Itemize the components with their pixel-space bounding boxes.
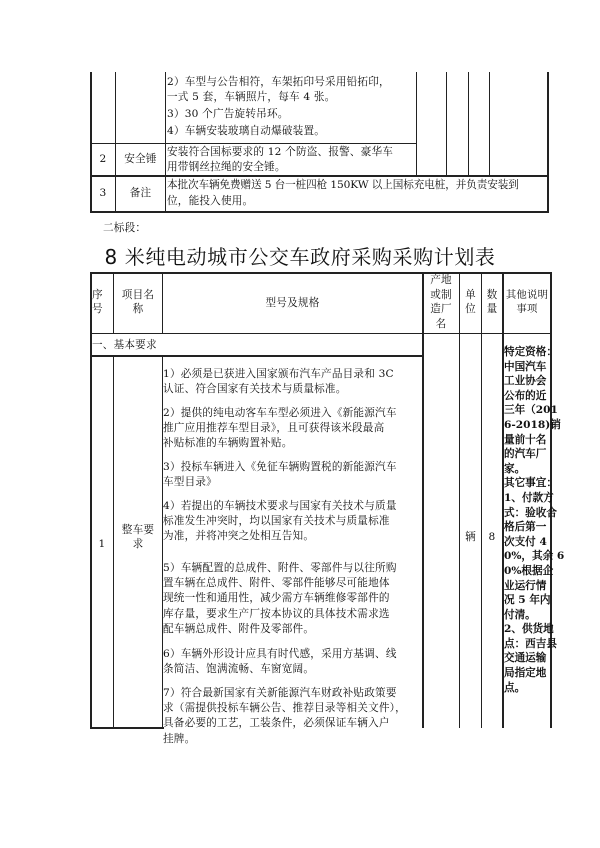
row-item-name-line: 求 bbox=[132, 538, 144, 551]
other-notes-line: 特定资格： bbox=[504, 346, 557, 358]
upper-table-col-divider bbox=[489, 72, 490, 176]
other-notes-line: 点：西吉县 bbox=[504, 637, 557, 650]
other-notes-line: 中国汽车 bbox=[504, 360, 547, 373]
spec-line: 3）30 个广告旋转吊环。 bbox=[167, 108, 289, 120]
header-no-line: 序 bbox=[92, 289, 103, 301]
row-item-name-line: 整车要 bbox=[121, 524, 155, 536]
spec-line: 补贴标准的车辆购置补贴。 bbox=[163, 437, 293, 450]
header-unit-line: 单 bbox=[465, 289, 476, 301]
spec-line: 2）提供的纯电动客车车型必须进入《新能源汽车 bbox=[163, 407, 397, 419]
row-number: 1 bbox=[98, 538, 106, 550]
other-notes-line: 其它事宜： bbox=[504, 477, 557, 490]
row-item-name: 安全锤 bbox=[124, 153, 157, 165]
spec-line: 推广应用推荐车型目录》，且可获得该米段最高 bbox=[163, 422, 385, 435]
header-other bbox=[503, 288, 551, 317]
upper-table-col-divider bbox=[416, 72, 417, 176]
section-label: 二标段： bbox=[103, 222, 147, 234]
header-unit bbox=[460, 288, 481, 317]
header-item-name bbox=[114, 288, 162, 317]
spec-line: 认证、符合国家有关技术与质量标准。 bbox=[163, 383, 347, 396]
spec-line: 5）车辆配置的总成件、附件、零部件与以往所购 bbox=[163, 562, 397, 574]
spec-line: 库存量，要求生产厂按本协议的具体技术需求选 bbox=[163, 607, 390, 620]
other-notes-line: 2、供货地 bbox=[504, 623, 554, 636]
spec-line: 标准发生冲突时，均以国家有关技术与质量标准 bbox=[163, 515, 390, 528]
header-other-line: 其他说明 bbox=[505, 289, 549, 301]
spec-line: 求（需提供投标车辆公告、推荐目录等相关文件）， bbox=[163, 702, 406, 715]
spec-line: 配车辆总成件、附件及零部件。 bbox=[163, 622, 315, 635]
header-origin-line: 名 bbox=[435, 317, 447, 330]
group-row-label: 一、基本要求 bbox=[92, 339, 157, 351]
other-notes-line: 次支付 4 bbox=[504, 535, 547, 548]
spec-line: 4）车辆安装玻璃自动爆破装置。 bbox=[167, 125, 326, 137]
row-number: 2 bbox=[99, 153, 107, 165]
other-notes-line: 1、付款方 bbox=[504, 491, 554, 504]
spec-line: 1）必须是已获进入国家颁布汽车产品目录和 3C bbox=[163, 368, 394, 380]
upper-table-row-divider bbox=[90, 175, 549, 177]
spec-line: 3）投标车辆进入《免征车辆购置税的新能源汽车 bbox=[163, 461, 397, 473]
row-qty: 8 bbox=[488, 531, 496, 543]
other-notes-line: 的汽车厂 bbox=[504, 448, 547, 461]
other-notes-line: 三年（201 bbox=[504, 404, 558, 417]
spec-line: 条简洁、饱满流畅、车窗宽阔。 bbox=[163, 663, 315, 676]
page-title: 8 米纯电动城市公交车政府采购采购计划表 bbox=[104, 245, 496, 269]
other-notes-line: 0%，其余 6 bbox=[504, 550, 565, 563]
header-item-name-line: 项目名 bbox=[121, 289, 155, 301]
table-border-top bbox=[90, 272, 552, 274]
spec-line: 挂牌。 bbox=[163, 732, 196, 745]
other-notes-line: 公布的近 bbox=[504, 389, 547, 402]
upper-table-col-divider bbox=[446, 72, 447, 176]
other-notes-line: 业运行情 bbox=[504, 579, 547, 592]
group-row-divider bbox=[90, 355, 423, 357]
spec-line: 置车辆在总成件、附件、零部件能够尽可能地体 bbox=[163, 577, 390, 590]
other-notes-line: 0%根据企 bbox=[504, 564, 554, 577]
spec-line: 车型目录》 bbox=[163, 476, 217, 489]
header-other-line: 事项 bbox=[516, 303, 538, 316]
header-qty-line: 数 bbox=[486, 289, 498, 301]
spec-line: 6）车辆外形设计应具有时代感，采用方基调、线 bbox=[163, 648, 397, 660]
other-notes-line: 式：验收合 bbox=[504, 506, 557, 519]
row-number: 3 bbox=[99, 187, 107, 199]
spec-line: 本批次车辆免费赠送 5 台一桩四枪 150KW 以上国标充电桩，并负责安装到 bbox=[167, 179, 519, 191]
col-divider bbox=[459, 272, 460, 728]
header-qty-line: 量 bbox=[486, 303, 498, 316]
spec-line: 安装符合国标要求的 12 个防盗、报警、豪华车 bbox=[167, 146, 394, 158]
spec-line: 位，能投入使用。 bbox=[167, 195, 254, 207]
header-origin-line: 或制 bbox=[430, 288, 452, 301]
header-origin-line: 造厂 bbox=[430, 303, 452, 315]
header-spec: 型号及规格 bbox=[265, 297, 320, 309]
other-notes-line: 况 5 年内 bbox=[504, 594, 551, 607]
table-border-bottom bbox=[90, 727, 164, 729]
spec-line: 用带钢丝拉绳的安全锤。 bbox=[167, 161, 286, 173]
spec-line: 为准，并将冲突之处相互告知。 bbox=[163, 530, 315, 543]
other-notes-line: 局指定地 bbox=[504, 667, 547, 680]
header-origin-line: 产地 bbox=[430, 274, 452, 286]
header-unit-line: 位 bbox=[465, 303, 476, 316]
other-notes-line: 量前十名 bbox=[504, 433, 547, 446]
header-origin bbox=[423, 273, 459, 331]
other-notes-line: 6-2018)销 bbox=[504, 418, 561, 431]
header-no-line: 号 bbox=[92, 303, 103, 316]
spec-line: 4）若提出的车辆技术要求与国家有关技术与质量 bbox=[163, 500, 397, 512]
row-item-name bbox=[114, 523, 162, 552]
header-row-divider bbox=[90, 333, 552, 334]
upper-table-row-divider bbox=[90, 143, 417, 144]
other-notes-line: 点。 bbox=[504, 681, 526, 694]
spec-line: 具备必要的工艺，工装条件，必须保证车辆入户 bbox=[163, 717, 390, 730]
upper-table-col-divider bbox=[468, 72, 469, 176]
other-notes-line: 工业协会 bbox=[504, 375, 547, 388]
other-notes-line: 格后第一 bbox=[504, 521, 547, 534]
other-notes-line: 付清。 bbox=[504, 608, 536, 621]
row-item-name: 备注 bbox=[129, 187, 152, 199]
col-divider bbox=[422, 272, 424, 728]
upper-table-border-bottom bbox=[90, 211, 549, 213]
row-unit: 辆 bbox=[465, 531, 476, 543]
header-item-name-line: 称 bbox=[132, 303, 144, 316]
other-notes-line: 交通运输 bbox=[504, 652, 547, 665]
header-no bbox=[92, 288, 103, 317]
spec-line: 一式 5 套，车辆照片，每车 4 张。 bbox=[167, 91, 336, 103]
other-notes-line: 家。 bbox=[504, 462, 526, 475]
header-qty bbox=[482, 288, 502, 317]
spec-line: 现统一性和通用性，减少需方车辆维修零部件的 bbox=[163, 592, 390, 605]
spec-line: 7）符合最新国家有关新能源汽车财政补贴政策要 bbox=[163, 687, 397, 699]
other-notes bbox=[504, 345, 564, 695]
upper-table-border-right bbox=[547, 72, 549, 213]
col-divider bbox=[481, 272, 482, 728]
spec-line: 2）车型与公告相符，车架拓印号采用铅拓印， bbox=[167, 76, 390, 88]
